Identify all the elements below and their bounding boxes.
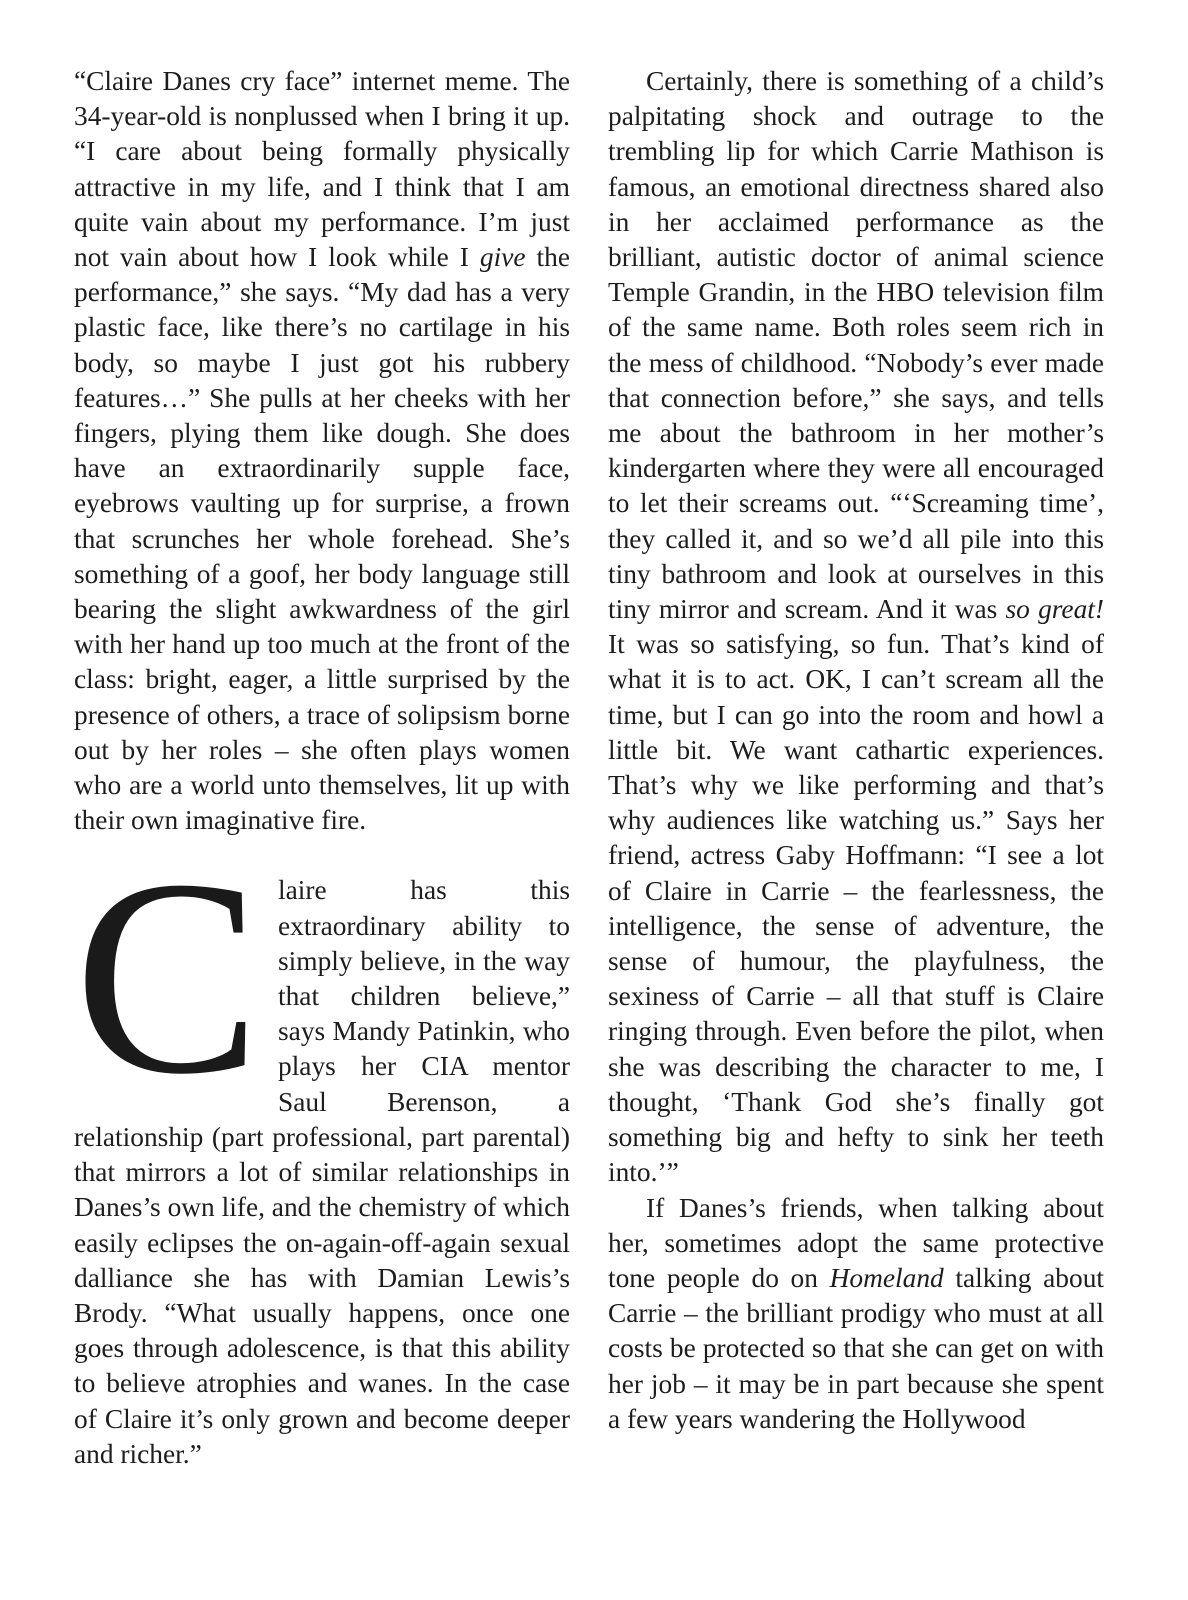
italic-text-run: so great! — [1005, 594, 1105, 625]
text-run: talking about Carrie – the brilliant prodigy who must at all costs be protected so that she can get on with her job – it may be in part because she spent a few years wandering the Hollywood — [608, 1262, 1105, 1434]
body-paragraph — [74, 64, 570, 838]
drop-cap-letter: C — [74, 821, 261, 1133]
italic-text-run: give — [479, 242, 526, 273]
text-run: It was so satisfying, so fun. That’s kind of what it is to act. OK, I can’t scream all the time, but I can go into the room and howl a little bit. We want cathartic experiences. That’s why we like performing and that’s why audiences like watching us.” Says her friend, actress Gaby Hoffmann: “I see a lot of Claire in Carrie – the fearlessness, the intelligence, the sense of adventure, the sense of humour, the playfulness, the sexiness of Carrie – all that stuff is Claire ringing through. Even before the pilot, when she was describing the character to me, I thought, ‘Thank God she’s finally got something big and hefty to sink her teeth into.’” — [608, 629, 1104, 1188]
text-run: If Danes’s friends, when talking about her, sometimes adopt the same protective tone people do on — [608, 1192, 1104, 1293]
left-column — [74, 64, 570, 1472]
italic-text-run: Homeland — [829, 1262, 944, 1293]
body-paragraph — [608, 1191, 1104, 1437]
text-run: laire has this extraordinary ability to simply believe, in the way that children believe,” says Mandy Patinkin, who plays her CIA mentor Saul Berenson, a relationship (part professional, part parental) that mirrors a lot of similar relationships in Danes’s own life, and the chemistry of which easily eclipses the on-again-off-again sexual dalliance she has with Damian Lewis’s Brody. “What usually happens, once one goes through adolescence, is that this ability to believe atrophies and wanes. In the case of Claire it’s only grown and become deeper and richer.” — [74, 875, 570, 1469]
text-run: the performance,” she says. “My dad has a very plastic face, like there’s no cartilage in his body, so maybe I just got his rubbery features…” She pulls at her cheeks with her fingers, plying them like dough. She does have an extraordinarily supple face, eyebrows vaulting up for surprise, a frown that scrunches her whole forehead. She’s something of a goof, her body language still bearing the slight awkwardness of the girl with her hand up too much at the front of the class: bright, eager, a little surprised by the presence of others, a trace of solipsism borne out by her roles – she often plays women who are a world unto themselves, lit up with their own imaginative fire. — [74, 242, 571, 836]
right-column — [608, 64, 1104, 1437]
text-run: “Claire Danes cry face” internet meme. The 34-year-old is nonplussed when I bring it up. “I care about being formally physically attractive in my life, and I think that I am quite vain about my performance. I’m just not vain about how I look while I — [74, 66, 570, 273]
dropcap-paragraph — [74, 821, 570, 1471]
body-paragraph — [608, 64, 1104, 1191]
text-run: Certainly, there is something of a child’s palpitating shock and outrage to the trembling lip for which Carrie Mathison is famous, an emotional directness shared also in her acclaimed performance as the brilliant, autistic doctor of animal science Temple Grandin, in the HBO television film of the same name. Both roles seem rich in the mess of childhood. “Nobody’s ever made that connection before,” she says, and tells me about the bathroom in her mother’s kindergarten where they were all encouraged to let their screams out. “‘Screaming time’, they called it, and so we’d all pile into this tiny bathroom and look at ourselves in this tiny mirror and scream. And it was — [608, 66, 1104, 625]
